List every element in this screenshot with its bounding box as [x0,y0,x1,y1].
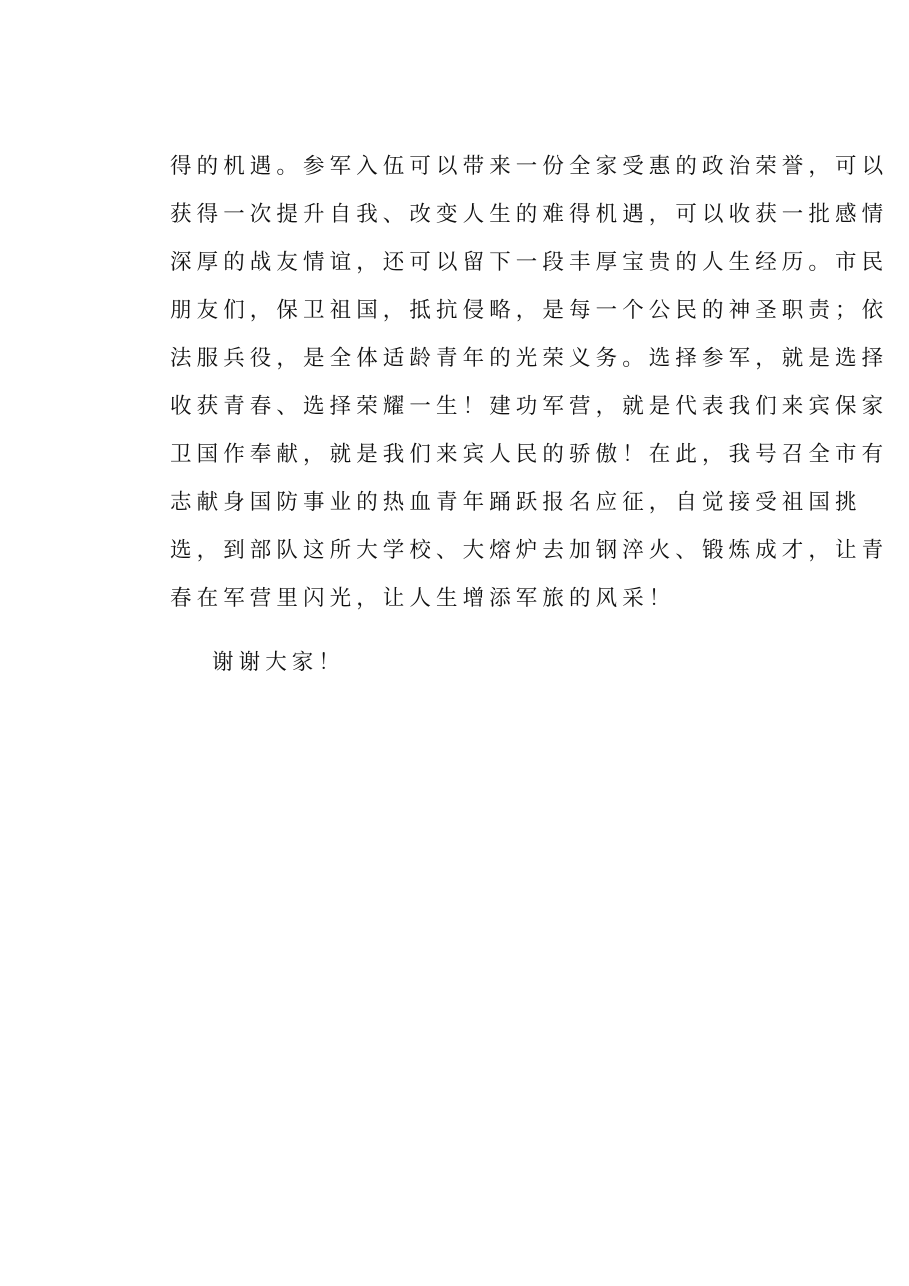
paragraph-line: 选，到部队这所大学校、大熔炉去加钢淬火、锻炼成才，让青 [170,538,889,563]
paragraph-line: 法服兵役，是全体适龄青年的光荣义务。选择参军，就是选择 [170,346,889,371]
paragraph-line: 得的机遇。参军入伍可以带来一份全家受惠的政治荣誉，可以 [170,154,889,179]
paragraph-line: 收获青春、选择荣耀一生！建功军营，就是代表我们来宾保家 [170,394,889,419]
closing-remark: 谢谢大家！ [212,650,346,675]
paragraph-line: 志献身国防事业的热血青年踊跃报名应征，自觉接受祖国挑 [170,490,862,515]
paragraph-line: 春在军营里闪光，让人生增添军旅的风采！ [170,586,676,611]
paragraph-line: 卫国作奉献，就是我们来宾人民的骄傲！在此，我号召全市有 [170,442,889,467]
paragraph-line: 深厚的战友情谊，还可以留下一段丰厚宝贵的人生经历。市民 [170,250,889,275]
paragraph-line: 朋友们，保卫祖国，抵抗侵略，是每一个公民的神圣职责；依 [170,298,889,323]
paragraph-line: 获得一次提升自我、改变人生的难得机遇，可以收获一批感情 [170,202,889,227]
body-paragraph [170,143,889,623]
